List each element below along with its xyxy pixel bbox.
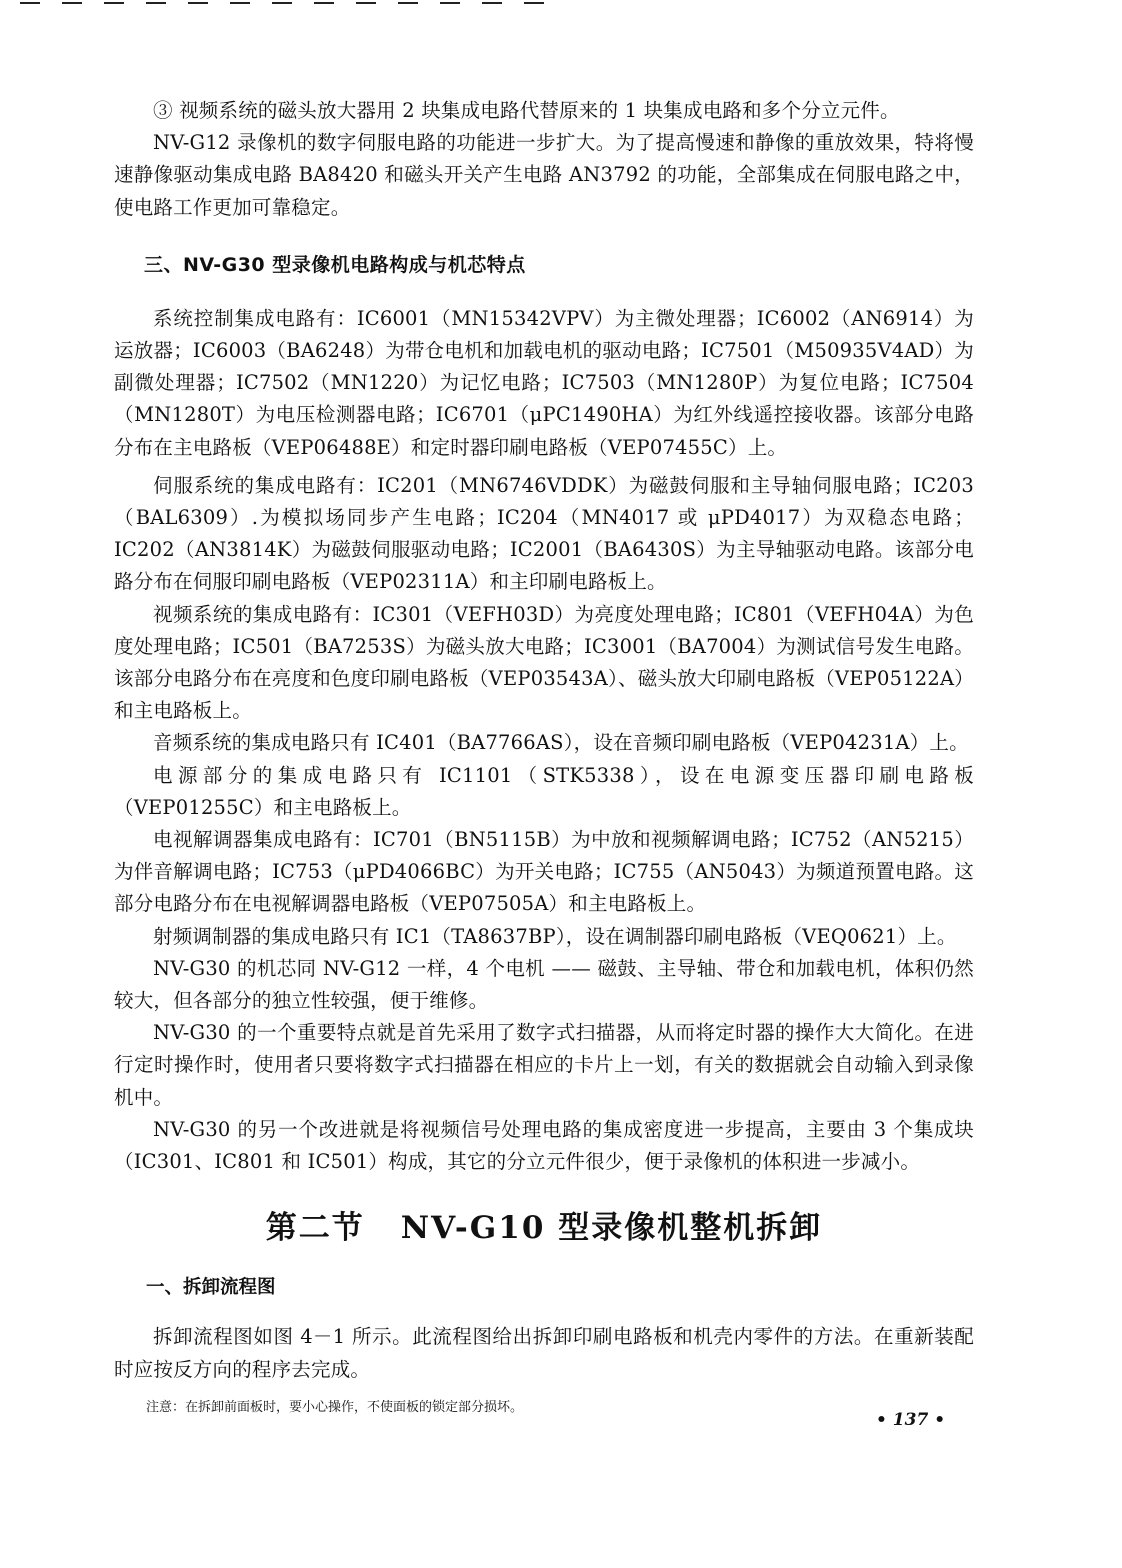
header-dash — [20, 2, 40, 4]
page-number: • 137 • — [876, 1410, 946, 1430]
header-dash — [146, 2, 166, 4]
header-dash-rule — [20, 2, 544, 4]
caution-note: 注意：在拆卸前面板时，要小心操作，不使面板的锁定部分损坏。 — [146, 1399, 524, 1415]
paragraph-video: 视频系统的集成电路有：IC301（VEFH03D）为亮度处理电路；IC801（VEFH04A）为色度处理电路；IC501（BA7253S）为磁头放大电路；IC3001（BA7004）为测试信号发生电路。该部分电路分布在亮度和色度印刷电路板（VEP03543A）、磁头放大印刷电路板（VEP05122A）和主电路板上。 — [114, 602, 974, 723]
paragraph-flowchart: 拆卸流程图如图 4－1 所示。此流程图给出拆卸印刷电路板和机壳内零件的方法。在重新装配时应按反方向的程序去完成。 — [114, 1325, 974, 1381]
header-dash — [62, 2, 82, 4]
header-dash — [524, 2, 544, 4]
header-dash — [104, 2, 124, 4]
header-dash — [482, 2, 502, 4]
header-dash — [440, 2, 460, 4]
header-dash — [230, 2, 250, 4]
page-body — [114, 95, 974, 1415]
paragraph-digital-scanner: NV-G30 的一个重要特点就是首先采用了数字式扫描器，从而将定时器的操作大大简化。在进行定时操作时，使用者只要将数字式扫描器在相应的卡片上一划，有关的数据就会自动输入到录像机中。 — [114, 1021, 974, 1109]
chapter-title — [114, 1202, 974, 1247]
header-dash — [356, 2, 376, 4]
header-dash — [188, 2, 208, 4]
header-dash — [272, 2, 292, 4]
paragraph-mechanism: NV-G30 的机芯同 NV-G12 一样，4 个电机 —— 磁鼓、主导轴、带仓和加载电机，体积仍然较大，但各部分的独立性较强，便于维修。 — [114, 956, 974, 1013]
intro-paragraph-2: NV-G12 录像机的数字伺服电路的功能进一步扩大。为了提高慢速和静像的重放效果，特将慢速静像驱动集成电路 BA8420 和磁头开关产生电路 AN3792 的功能，全部集成在伺服电路之中，使电路工作更加可靠稳定。 — [114, 131, 974, 219]
paragraph-servo: 伺服系统的集成电路有：IC201（MN6746VDDK）为磁鼓伺服和主导轴伺服电路；IC203（BAL6309）.为模拟场同步产生电路；IC204（MN4017 或 μPD4017）为双稳态电路；IC202（AN3814K）为磁鼓伺服驱动电路；IC2001（BA6430S）为主导轴驱动电路。该部分电路分布在伺服印刷电路板（VEP02311A）和主印刷电路板上。 — [114, 473, 974, 594]
paragraph-integration: NV-G30 的另一个改进就是将视频信号处理电路的集成密度进一步提高，主要由 3 个集成块（IC301、IC801 和 IC501）构成，其它的分立元件很少，便于录像机的体积进一步减小。 — [114, 1117, 974, 1174]
header-dash — [398, 2, 418, 4]
paragraph-rf-modulator: 射频调制器的集成电路只有 IC1（TA8637BP），设在调制器印刷电路板（VEQ0621）上。 — [153, 924, 957, 948]
header-dash — [314, 2, 334, 4]
chapter-name: NV-G10 型录像机整机拆卸 — [400, 1210, 823, 1247]
paragraph-system-control: 系统控制集成电路有：IC6001（MN15342VPV）为主微处理器；IC6002（AN6914）为运放器；IC6003（BA6248）为带仓电机和加载电机的驱动电路；IC7501（M50935V4AD）为副微处理器；IC7502（MN1220）为记忆电路；IC7503（MN1280P）为复位电路；IC7504（MN1280T）为电压检测器电路；IC6701（μPC1490HA）为红外线遥控接收器。该部分电路分布在主电路板（VEP06488E）和定时器印刷电路板（VEP07455C）上。 — [114, 306, 974, 459]
chapter-number: 第二节 — [265, 1210, 365, 1247]
paragraph-tv-demodulator: 电视解调器集成电路有：IC701（BN5115B）为中放和视频解调电路；IC752（AN5215）为伴音解调电路；IC753（μPD4066BC）为开关电路；IC755（AN5043）为频道预置电路。这部分电路分布在电视解调器电路板（VEP07505A）和主电路板上。 — [114, 828, 974, 916]
paragraph-power: 电源部分的集成电路只有 IC1101（STK5338），设在电源变压器印刷电路板（VEP01255C）和主电路板上。 — [114, 763, 974, 819]
paragraph-audio: 音频系统的集成电路只有 IC401（BA7766AS），设在音频印刷电路板（VEP04231A）上。 — [153, 731, 969, 755]
intro-paragraph-1: ③ 视频系统的磁头放大器用 2 块集成电路代替原来的 1 块集成电路和多个分立元件。 — [153, 99, 900, 122]
section-heading-nv-g30: 三、NV-G30 型录像机电路构成与机芯特点 — [144, 253, 526, 276]
subsection-heading-flowchart: 一、拆卸流程图 — [146, 1277, 276, 1299]
